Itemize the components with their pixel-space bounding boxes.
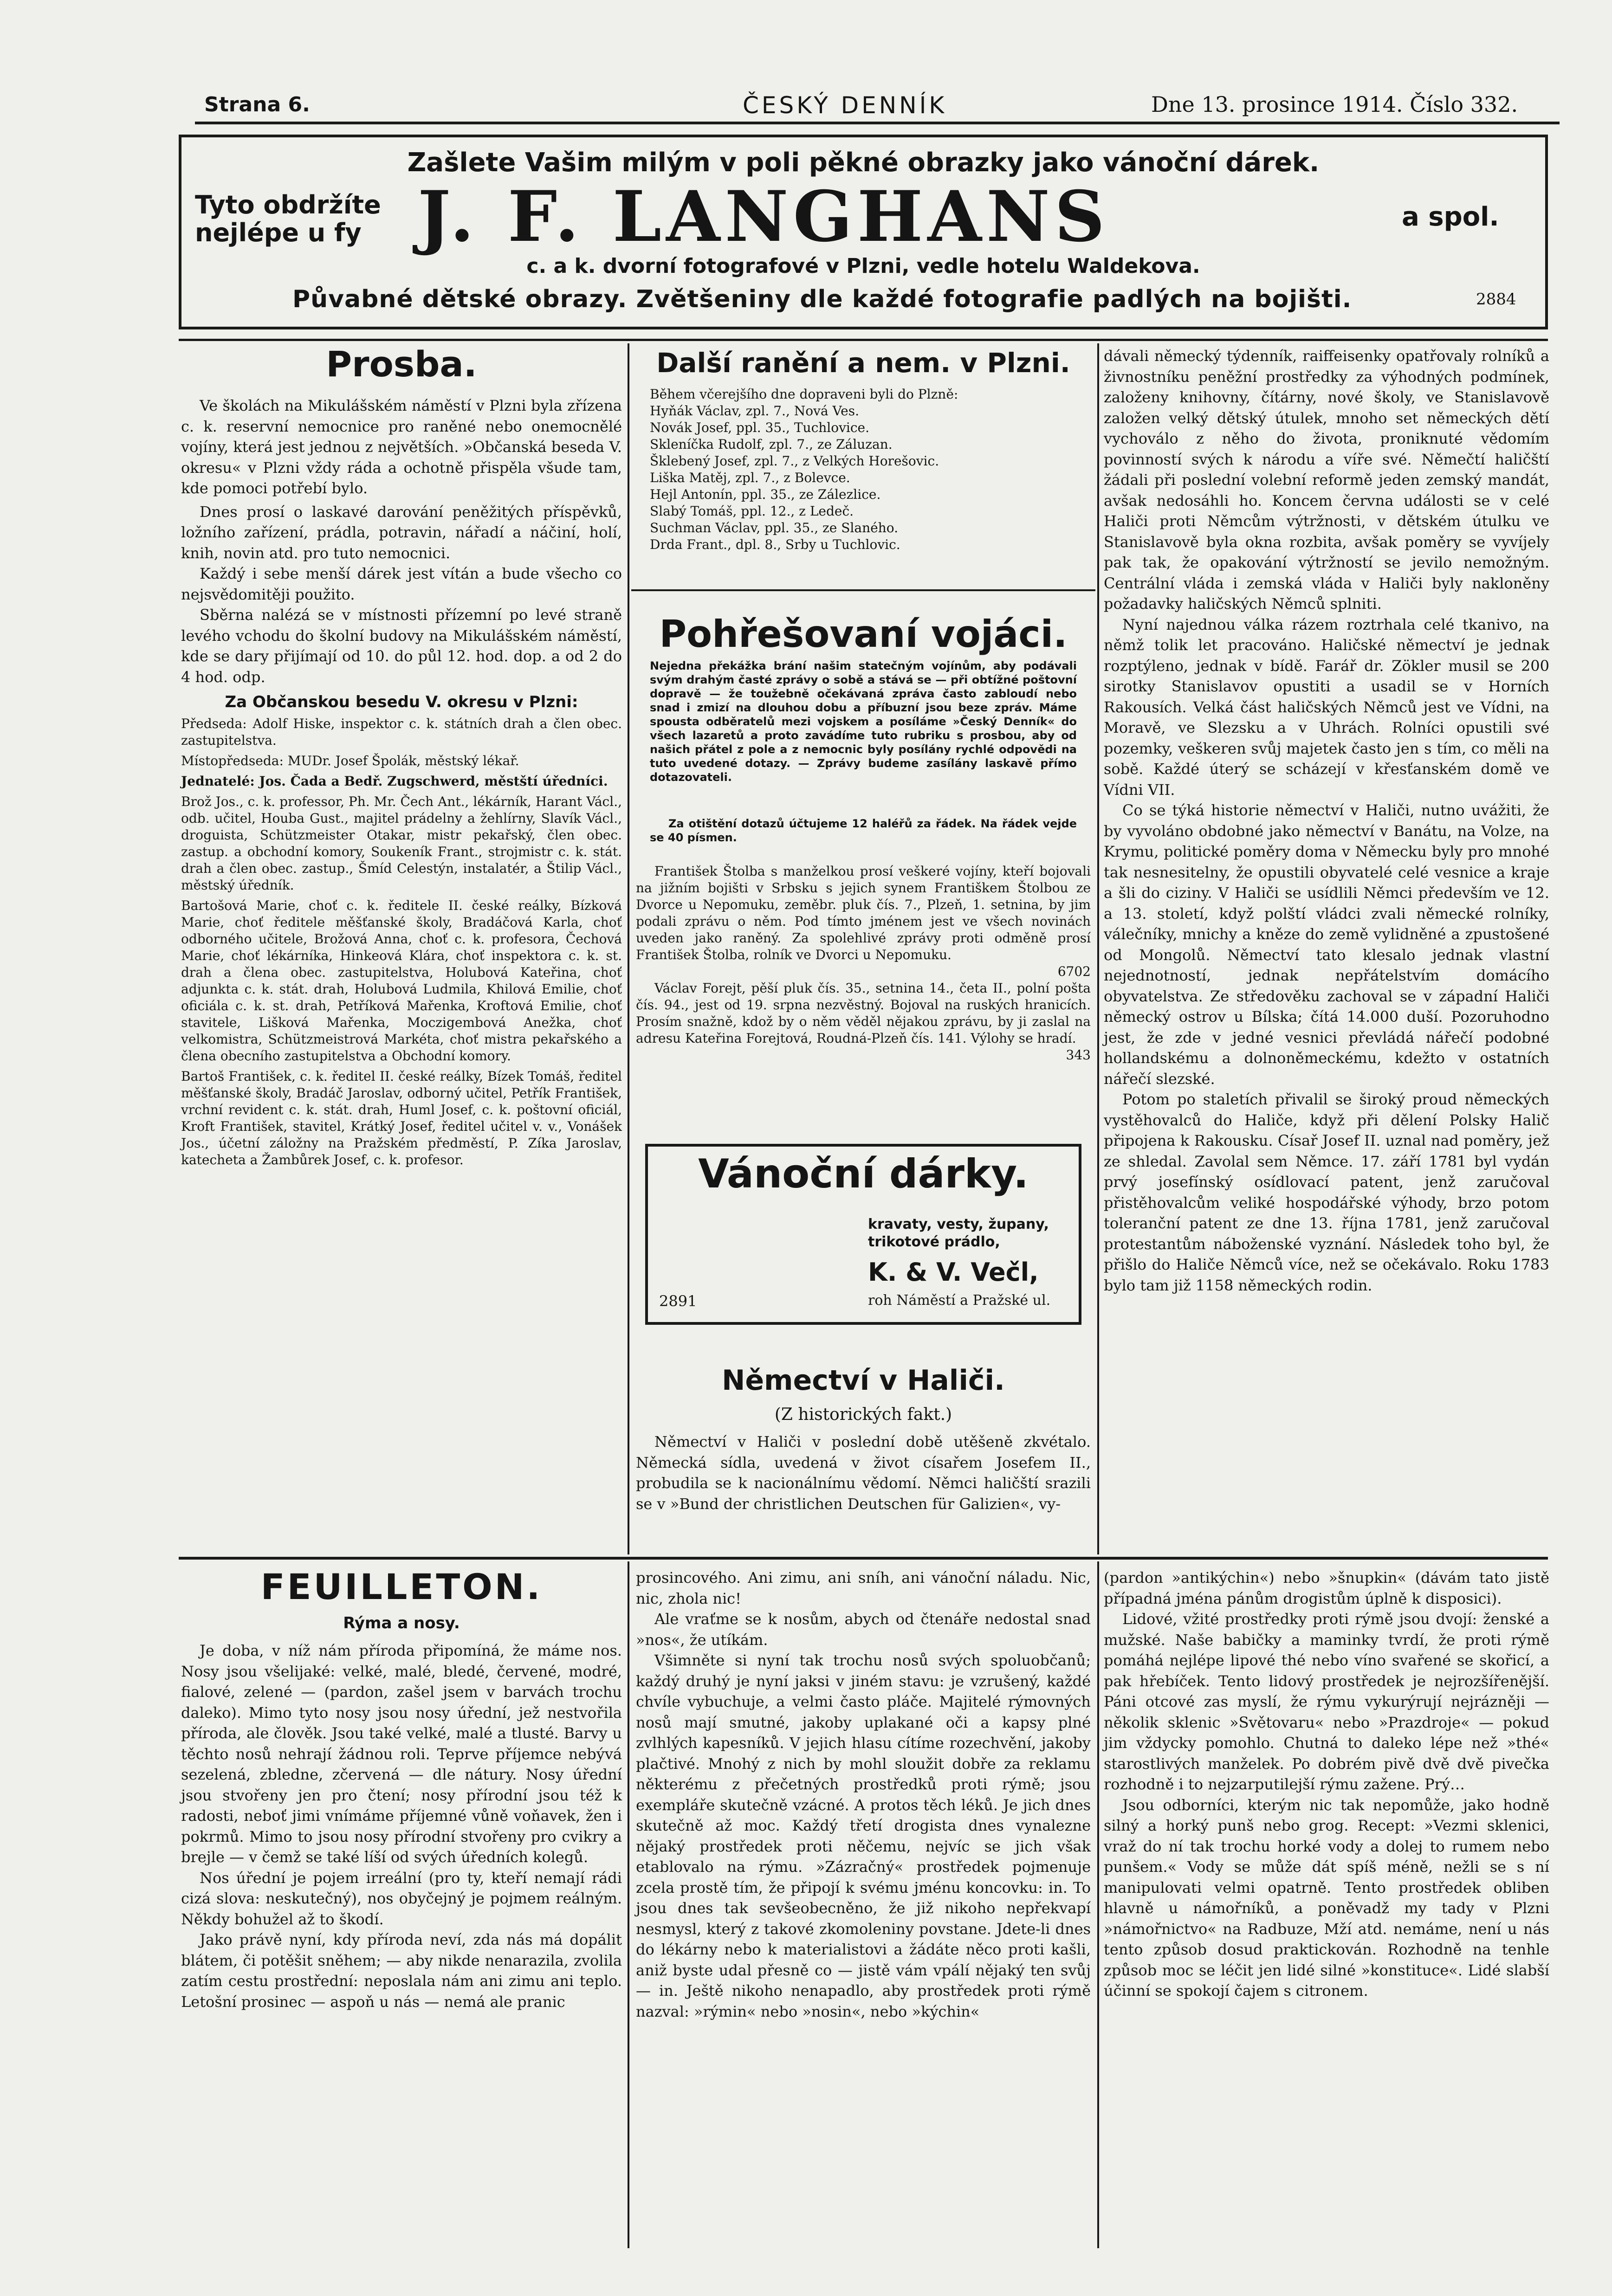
- prosba-s4: Brož Jos., c. k. professor, Ph. Mr. Čech Ant., lékárník, Harant Václ., odb. učitel, Houba Gust., majitel prádelny a žehlírny, Slavík Václ., droguista, Schützmeister Otakar, mistr pekařský, člen obec. zastup. a obchodní komory, Soukeník Frant., strojmistr c. k. stát. drah a člen obec. zastup., Šmíd Celestýn, instalatér, a Štilip Václ., městský úředník.: [181, 793, 622, 893]
- raneni-item-0: Hyňák Václav, zpl. 7., Nová Ves.: [650, 403, 860, 419]
- ad-vecl-code: 2891: [659, 1292, 697, 1310]
- feuilleton-c2b: Ale vraťme se k nosům, abych od čtenáře nedostal snad »nos«, že utíkám.: [636, 1610, 1091, 1649]
- prosba-s1: Předseda: Adolf Hiske, inspektor c. k. státních drah a člen obec. zastupitelstva.: [181, 716, 622, 748]
- pohresovani-title: Pohřešovaní vojáci.: [659, 613, 1068, 656]
- nemectvi-text: Němectví v Haliči v poslední době utěšeně zkvétalo. Německá sídla, uvedená v život císařem Josefem II., probudila se k nacionálnímu vědomí. Němci haličští srazili se v »Bund der christlichen Deutschen für Galizien«, vy-: [636, 1433, 1091, 1513]
- prosba-body: [181, 395, 622, 1168]
- prosba-s6: Bartoš František, c. k. ředitel II. české reálky, Bízek Tomáš, ředitel měšťanské školy, Bradáč Jaroslav, odborný učitel, Petřík František, vrchní revident c. k. stát. drah, Huml Josef, c. k. poštovní oficiál, Kroft František, stavitel, Krátký Josef, ředitel učitel v. v., Vonášek Jos., účetní záložny na Pražském předměstí, P. Zíka Jaroslav, katecheta a Žambůrek Josef, c. k. profesor.: [181, 1068, 622, 1167]
- prosba-s5: Bartošová Marie, choť c. k. ředitele II. české reálky, Bízková Marie, choť ředitele měšťanské školy, Bradáčová Karla, choť odborného učitele, Brožová Anna, choť c. k. profesora, Čechová Marie, choť lékárníka, Hinkeová Klára, choť inspektora c. k. st. drah a člena obec. zastupitelstva, Holubová Kateřina, choť adjunkta c. k. stát. drah, Holubová Ludmila, Khilová Emilie, choť oficiála c. k. st. drah, Petříková Mařenka, Kroftová Emilie, choť stavitele, Lišková Mařenka, Moczigembová Anežka, choť velkomistra, Schützmeistrová Markéta, choť mistra pekařského a člena obecního zastupitelstva a Obchodní komory.: [181, 897, 622, 1064]
- feuilleton-c1c: Jako právě nyní, kdy příroda neví, zda nás má dopálit blátem, či potěšit sněhem; — aby nikde nenarazila, zvolila zatím cestu prostřední: neposlala nám ani zimu ani teplo. Letošní prosinec — aspoň u nás — nemá ale pranic: [181, 1931, 622, 2011]
- raneni-rule: [631, 589, 1095, 591]
- prosba-p4: Sběrna nalézá se v místnosti přízemní po levé straně levého vchodu do školní budovy na Mikulášském náměstí, kde se dary přijímají od 10. do půl 12. hod. dop. a od 2 do 4 hod. odp.: [181, 606, 622, 686]
- raneni-intro: Během včerejšího dne dopraveni byli do Plzně:: [650, 387, 958, 402]
- raneni-body: [636, 386, 1091, 553]
- ad-langhans-left1: Tyto obdržíte: [195, 190, 381, 219]
- col3-p3: Co se týká historie němectví v Haliči, nutno uvážiti, že by vyvoláno obdobné jako němectví v Banátu, na Volze, na Krymu, politické poměry doma v Německu byly pro mnohé tak nesnesitelny, že opustili obyvatelé celé vesnice a kraje a šli do ciziny. V Haliči se usídlili Němci především ve 12. a 13. století, když polští vládci zvali německé rolníky, válečníky, mnichy a kněze do země vylidněné a zpustošené od Mongolů. Němectví tato klesalo jednak vlastní nejednotností, jednak nepřátelstvím domácího obyvatelstva. Ze středověku zachoval se v západní Haliči německý ostrov u Bílska; čítá 14.000 duší. Pozoruhodno jest, že zde v jedné vesnici převládá nářečí podobné hollandskému a dolnoněmeckému, kdežto v ostatních nářečí slezské.: [1104, 801, 1549, 1088]
- feuilleton-divider-1: [628, 1561, 629, 2248]
- col3-p2: Nyní najednou válka rázem roztrhala celé tkanivo, na němž tolik let pracováno. Haličské němectví je jednak rozptýleno, jednak v bídě. Farář dr. Zökler musil se 200 sirotky Stanislavov opustiti a usadil se v Horních Rakousích. Velká část haličských Němců jest ve Vídni, na Moravě, ve Slezsku a v Uhrách. Rolníci opustili své pozemky, veškeren svůj majetek často jen s tím, co měli na sobě. Každé úterý se scházejí v křesťanském domě ve Vídni VII.: [1104, 615, 1549, 799]
- raneni-item-8: Drda Frant., dpl. 8., Srby u Tuchlovic.: [650, 537, 900, 552]
- masthead-title: ČESKÝ DENNÍK: [743, 92, 947, 119]
- ad-vecl-address: roh Náměstí a Pražské ul.: [868, 1292, 1051, 1309]
- feuilleton-title: FEUILLETON.: [260, 1566, 543, 1607]
- ad-langhans-line4: Půvabné dětské obrazy. Zvětšeniny dle každé fotografie padlých na bojišti.: [292, 285, 1352, 313]
- col3-p1: dávali německý týdenník, raiffeisenky opatřovaly rolníků a živnostníku peněžní prostředky za výhodných podmínek, založeny knihovny, čítárny, nové školy, ve Stanislavově založen velký dětský útulek, mnoho set německých dětí vychoválo z něho do života, proniknuté vědomím povinností svých k národu a víře své. Němečtí haličští žádali při poslední volební reformě jeden zemský mandát, avšak nedosáhli ho. Koncem června události se v celé Haliči proti Němcům výtržnosti, v dětském útulku ve Stanislavově byla okna rozbita, avšak poměry se vyvíjely pak tak, že opakování výtržností se jevilo nemožným. Centrální vláda i zemská vláda v Haliči byly nakloněny požadavky haličských Němců splniti.: [1104, 347, 1549, 613]
- header-rule: [195, 122, 1560, 124]
- ad-langhans-left2: nejlépe u fy: [195, 218, 362, 247]
- ad-vecl-items: kravaty, vesty, župany, trikotové prádlo,: [868, 1216, 1049, 1250]
- prosba-signature-title: Za Občanskou besedu V. okresu v Plzni:: [225, 693, 578, 711]
- raneni-item-5: Hejl Antonín, ppl. 35., ze Zálezlice.: [650, 487, 881, 502]
- raneni-item-3: Šklebený Josef, zpl. 7., z Velkých Horešovic.: [650, 453, 939, 469]
- feuilleton-c3c: Jsou odborníci, kterým nic tak nepomůže, jako hodně silný a horký punš nebo grog. Recept: »Vezmi sklenici, vraž do ní tak trochu horké vody a dolej to rumem nebo punšem.« Vody se může dát spíš méně, nežli se s ní manipulovati velmi opatrně. Tento prostředek obliben hlavně u námořníků, a poněvadž my tady v Plzni »námořnictvo« na Radbuze, Mží atd. nemáme, není u nás tento způsob dosud praktickován. Rozhodně na tenhle způsob moc se léčit jen lidé silné »konstituce«. Lidé slabší účinní se spokojí čajem s citronem.: [1104, 1796, 1549, 1999]
- feuilleton-rule: [179, 1557, 1548, 1560]
- feuilleton-col2: [636, 1567, 1091, 2022]
- nemectvi-continuation: [1104, 346, 1549, 1296]
- col3-p4: Potom po staletích přivalil se široký proud německých vystěhovalců do Haliče, když při dělení Polsky Halič připojena k Rakousku. Císař Josef II. uznal nad poměry, jež ze shledal. Zavolal sem Němce. 17. září 1781 byl vydán prvý josefínský osídlovací patent, jenž zaručoval přistěhovalcům veliké hospodářské výhody, brzo potom toleranční patent ze dne 13. října 1781, jenž zaručoval protestantům náboženské vyznání. Následek toho byl, že přišlo do Haliče Němců více, než se očekávalo. Roku 1783 bylo tam již 1158 německých rodin.: [1104, 1090, 1549, 1294]
- pohresovani-body: [636, 863, 1091, 1064]
- ad-langhans-name: J. F. LANGHANS: [418, 176, 1110, 258]
- section-rule-top: [179, 339, 1548, 341]
- feuilleton-c3: (pardon »antikýchin«) nebo »šnupkin« (dávám tato jistě případná jména pánům drogistům úplně k disposici).: [1104, 1569, 1549, 1607]
- ad-langhans-code: 2884: [1476, 290, 1516, 309]
- raneni-title: Další ranění a nem. v Plzni.: [656, 347, 1070, 379]
- prosba-p1: Ve školách na Mikulášském náměstí v Plzni byla zřízena c. k. reservní nemocnice pro raněné nebo onemocnělé vojíny, která jest jednou z největších. »Občanská beseda V. okresu« v Plzni vždy ráda a ochotně přispěla všude tam, kde pomoci potřebí bylo.: [181, 397, 622, 497]
- feuilleton-divider-2: [1097, 1561, 1099, 2248]
- ad-vecl-title: Vánoční dárky.: [698, 1151, 1029, 1197]
- page-number: Strana 6.: [204, 93, 310, 116]
- prosba-p3: Každý i sebe menší dárek jest vítán a bude všecho co nejsvědomitěji použito.: [181, 565, 622, 603]
- ad-vecl-company: K. & V. Večl,: [868, 1258, 1039, 1287]
- feuilleton-col1: [181, 1640, 622, 2012]
- pohresovani-notice: Nejedna překážka brání našim statečným vojínům, aby podávali svým drahým časté zprávy o sobě a stává se — při obtížné poštovní dopravě — že toužebně očekávaná zpráva často zabloudí nebo snad i zmizí na dlouhou dobu a příbuzní jsou beze zpráv. Máme spousta odběratelů mezi vojskem a posíláme »Český Denník« do všech lazaretů a proto zavádíme tuto rubriku s prosbou, aby od našich přátel z pole a z nemocnic byly posílány rychlé odpovědi na tuto uvedené dotazy. — Zprávy budeme zasílány laskavě přímo dotazovateli.: [650, 659, 1077, 784]
- feuilleton-c3b: Lidové, vžité prostředky proti rýmě jsou dvojí: ženské a mužské. Naše babičky a maminky tvrdí, že proti rýmě pomáhá nejlépe lipové thé nebo víno svařené se skořicí, a pak hřebíček. Tento lidový prostředek je nejrozšířenější. Páni otcové zas myslí, že rýmu vykurýrují nejrázněji — několik sklenic »Světovaru« nebo »Prazdroje« — pokud jim vždycky pomohlo. Chutná to daleko lépe než »thé« starostlivých manželek. Po dobrém pivě dvě dvě pivečka rozhodně i to nejzarputilejší rýmu zažene. Prý…: [1104, 1610, 1549, 1793]
- raneni-item-4: Liška Matěj, zpl. 7., z Bolevce.: [650, 470, 850, 485]
- pohresovani-p1: František Štolba s manželkou prosí veškeré vojíny, kteří bojovali na jižním bojišti v Srbsku s jejich synem Františkem Štolbou ze Dvorce u Nepomuku, zeměbr. pluk čís. 7., Plzeň, 1. setnina, by jim podali zprávu o něm. Pod tímto jménem jest ve všech novinách uveden jako raněný. Za spolehlivé zprávy proti odměně prosí František Štolba, rolník ve Dvorci u Nepomuku.: [636, 864, 1091, 962]
- date-line: Dne 13. prosince 1914. Číslo 332.: [1151, 92, 1518, 117]
- feuilleton-col3: [1104, 1567, 1549, 2001]
- ad-langhans-line1: Zašlete Vašim milým v poli pěkné obrazky jako vánoční dárek.: [407, 148, 1320, 178]
- prosba-p2: Dnes prosí o laskavé darování peněžitých příspěvků, ložního zařízení, prádla, potravin, nářadí a náčiní, holí, knih, novin atd. pro tuto nemocnici.: [181, 503, 622, 562]
- ad-langhans-line3: c. a k. dvorní fotografové v Plzni, vedle hotelu Waldekova.: [526, 254, 1200, 278]
- raneni-item-6: Slabý Tomáš, ppl. 12., z Ledeč.: [650, 503, 854, 519]
- feuilleton-c2: prosincového. Ani zimu, ani sníh, ani vánoční náladu. Nic, nic, zhola nic!: [636, 1569, 1091, 1607]
- nemectvi-title: Němectví v Haliči.: [722, 1364, 1005, 1397]
- raneni-item-7: Suchman Václav, ppl. 35., ze Slaného.: [650, 520, 898, 535]
- feuilleton-subtitle: Rýma a nosy.: [343, 1614, 460, 1632]
- pohresovani-p2: Václav Forejt, pěší pluk čís. 35., setnina 14., četa II., polní pošta čís. 94., jest od 19. srpna nezvěstný. Bojoval na ruských hranicích. Prosím snažně, kdož by o něm věděl nějakou zprávu, by ji zaslal na adresu Kateřina Forejtová, Roudná-Plzeň čís. 141. Výlohy se hradí.: [636, 980, 1091, 1046]
- pohresovani-p2-code: 343: [1066, 1047, 1091, 1063]
- raneni-item-1: Novák Josef, ppl. 35., Tuchlovice.: [650, 420, 870, 435]
- prosba-s2: Místopředseda: MUDr. Josef Špolák, městský lékař.: [181, 753, 519, 768]
- raneni-item-2: Skleníčka Rudolf, zpl. 7., ze Záluzan.: [650, 437, 893, 452]
- feuilleton-c1: Je doba, v níž nám příroda připomíná, že máme nos. Nosy jsou všelijaké: velké, malé, bledé, červené, modré, fialové, zelené — (pardon, zašel jsem v barvách trochu daleko). Mimo tyto nosy jsou nosy úřední, jež nestvořila příroda, ale člověk. Jsou také velké, malé a tlusté. Barvy u těchto nosů nehrají žádnou roli. Teprve příjemce nebývá sezelená, zbledne, zčervená — dle nátury. Nosy úřední jsou stvořeny jen pro čtení; nosy přírodní jsou též k radosti, neboť jimi vnímáme příjemné vůně voňavek, žen i pokrmů. Mimo to jsou nosy přírodní stvořeny pro cvikry a brejle — v čemž se také líší od svých úředních kolegů.: [181, 1642, 622, 1866]
- prosba-title: Prosba.: [326, 343, 477, 385]
- pohresovani-note: Za otištění dotazů účtujeme 12 haléřů za řádek. Na řádek vejde se 40 písmen.: [650, 817, 1077, 844]
- column-divider-1: [628, 343, 629, 1554]
- feuilleton-c2c: Všimněte si nyní tak trochu nosů svých spoluobčanů; každý druhý je nyní jaksi v jiném stavu: je vzrušený, každé chvíle vybuchuje, a velmi často pláče. Majitelé rýmovných nosů mají smutné, jakoby uplakané oči a kapsy plné zvlhlých kapesníků. V jejich hlasu cítíme rozechvění, jakoby plačtivé. Mnohý z nich by mohl sloužit dobře za reklamu některému z přečetných prostředků proti rýmě; jsou exempláře skutečně vzácné. A protos těch léků. Je jich dnes skutečně až moc. Každý třetí drogista dnes vynalezne nějaký prostředek proti něčemu, nejvíc se jich však etablovalo na rýmu. »Zázračný« prostředek pojmenuje zcela prostě tím, že připojí k svému jménu koncovku: in. To jsou dnes tak sevšeobecněno, že již nikoho nepřekvapí nesmysl, který z takové zkomoleniny povstane. Jdete-li dnes do lékárny nebo k materialistovi a žádáte něco proti kašli, aniž byste udal přesně co — jistě vám vpálí nějaký ten svůj — in. Ještě nikoho nenapadlo, aby prostředek proti rýmě nazval: »rýmin« nebo »nosin«, nebo »kýchin«: [636, 1651, 1091, 2020]
- pohresovani-p1-code: 6702: [1057, 964, 1091, 979]
- nemectvi-subtitle: (Z historických fakt.): [774, 1405, 952, 1424]
- feuilleton-c1b: Nos úřední je pojem irreální (pro ty, kteří nemají rádi cizá slova: neskutečný), nos obyčejný je pojmem reálným. Někdy bohužel až to škodí.: [181, 1869, 622, 1928]
- prosba-s3: Jednatelé: Jos. Čada a Bedř. Zugschwerd, městští úředníci.: [181, 773, 608, 789]
- column-divider-2: [1097, 343, 1099, 1554]
- ad-langhans-suffix: a spol.: [1402, 202, 1499, 232]
